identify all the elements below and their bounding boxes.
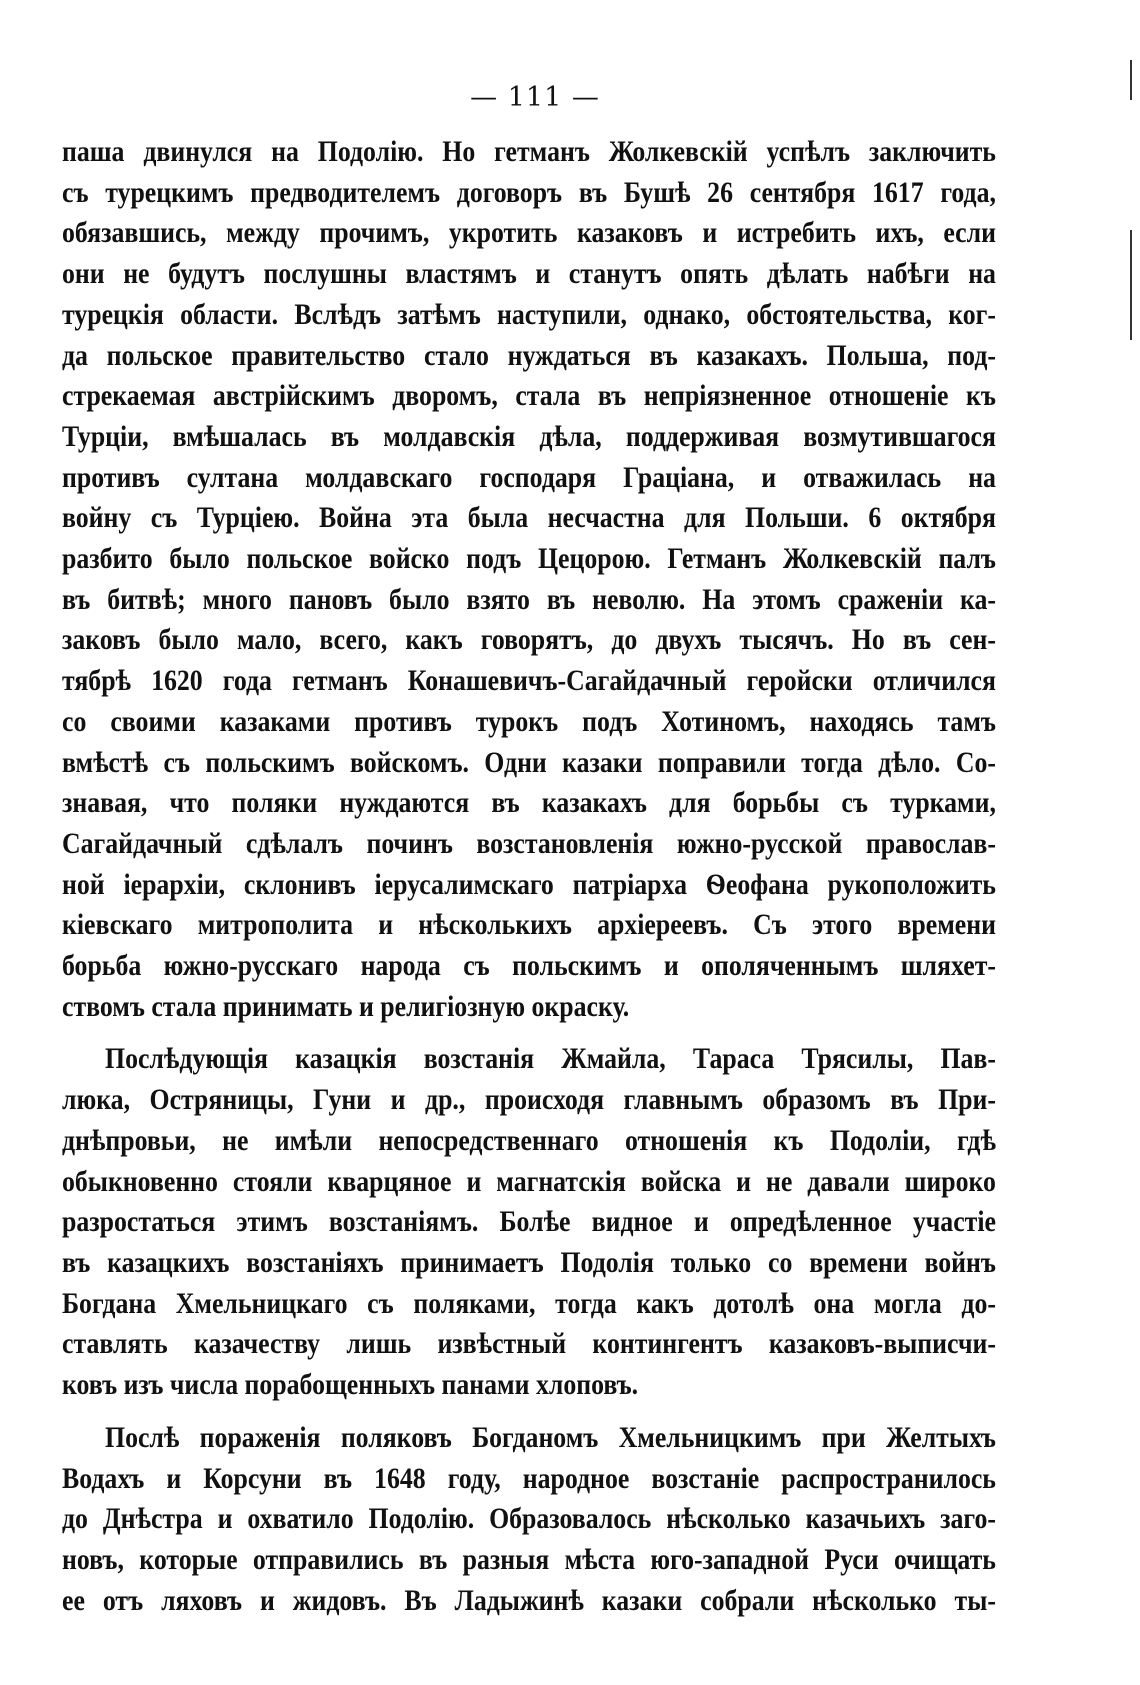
text-line: вмѣстѣ съ польскимъ войскомъ. Одни казаки поправили тогда дѣло. Со- — [62, 745, 996, 779]
text-line: съ турецкимъ предводителемъ договоръ въ Бушѣ 26 сентября 1617 года, — [62, 175, 996, 209]
text-line: ной іерархіи, склонивъ іерусалимскаго патріарха Ѳеофана рукоположить — [62, 867, 996, 901]
text-line: ее отъ ляховъ и жидовъ. Въ Ладыжинѣ казаки собрали нѣсколько ты- — [62, 1583, 996, 1617]
text-line: паша двинулся на Подолію. Но гетманъ Жолкевскій успѣлъ заключить — [62, 135, 996, 168]
text-line: днѣпровьи, не имѣли непосредственнаго отношенія къ Подоліи, гдѣ — [62, 1123, 996, 1157]
text-line: Сагайдачный сдѣлалъ починъ возстановленія южно-русской православ- — [62, 826, 996, 860]
body-text — [62, 132, 996, 1621]
paragraph — [62, 1039, 996, 1405]
text-line: Водахъ и Корсуни въ 1648 году, народное возстаніе распространилось — [62, 1461, 996, 1495]
text-line: со своими казаками противъ турокъ подъ Хотиномъ, находясь тамъ — [62, 704, 996, 738]
text-line: обязавшись, между прочимъ, укротить казаковъ и истребить ихъ, если — [62, 216, 996, 250]
text-line: обыкновенно стояли кварцяное и магнатскія войска и не давали широко — [62, 1164, 996, 1198]
paragraph — [62, 132, 996, 1027]
page-number: — 111 — — [470, 82, 600, 113]
text-line: Послѣдующія казацкія возстанія Жмайла, Тараса Трясилы, Пав- — [105, 1042, 996, 1076]
text-line: Богдана Хмельницкаго съ поляками, тогда какъ дотолѣ она могла до- — [62, 1286, 996, 1320]
text-line: новъ, которые отправились въ разныя мѣста юго-западной Руси очищать — [62, 1542, 996, 1576]
page-edge-mark — [1130, 230, 1132, 340]
text-line: они не будутъ послушны властямъ и станутъ опять дѣлать набѣги на — [62, 257, 996, 291]
text-line: борьба южно-русскаго народа съ польскимъ и ополяченнымъ шляхет- — [62, 949, 996, 983]
text-line: разбито было польское войско подъ Цецорою. Гетманъ Жолкевскій палъ — [62, 542, 996, 576]
text-line: противъ султана молдавскаго господаря Граціана, и отважилась на — [62, 460, 996, 494]
page-edge-mark — [1130, 60, 1132, 100]
text-line: войну съ Турціею. Война эта была несчастна для Польши. 6 октября — [62, 501, 996, 535]
text-line: ствомъ стала принимать и религіозную окраску. — [62, 989, 630, 1023]
text-line: турецкія области. Вслѣдъ затѣмъ наступили, однако, обстоятельства, ког- — [62, 297, 996, 331]
text-line: ставлять казачеству лишь извѣстный контингентъ казаковъ-выписчи- — [62, 1327, 996, 1361]
text-line: до Днѣстра и охватило Подолію. Образовалось нѣсколько казачьихъ заго- — [62, 1502, 996, 1536]
paragraph-gap — [62, 1027, 865, 1039]
text-line: Турціи, вмѣшалась въ молдавскія дѣла, поддерживая возмутившагося — [62, 419, 996, 453]
text-line: Послѣ пораженія поляковъ Богданомъ Хмельницкимъ при Желтыхъ — [105, 1420, 996, 1454]
text-line: знавая, что поляки нуждаются въ казакахъ для борьбы съ турками, — [62, 786, 996, 820]
paragraph-gap — [62, 1406, 865, 1418]
text-line: тябрѣ 1620 года гетманъ Конашевичъ-Сагайдачный геройски отличился — [62, 664, 996, 698]
text-line: разростаться этимъ возстаніямъ. Болѣе видное и опредѣленное участіе — [62, 1205, 996, 1239]
text-line: да польское правительство стало нуждаться въ казакахъ. Польша, под- — [62, 338, 996, 372]
text-line: кіевскаго митрополита и нѣсколькихъ архіереевъ. Съ этого времени — [62, 908, 996, 942]
text-line: ковъ изъ числа порабощенныхъ панами хлоповъ. — [62, 1368, 639, 1402]
text-line: заковъ было мало, всего, какъ говорятъ, до двухъ тысячъ. Но въ сен- — [62, 623, 996, 657]
text-line: люка, Остряницы, Гуни и др., происходя главнымъ образомъ въ При- — [62, 1083, 996, 1117]
paragraph — [62, 1418, 996, 1622]
text-line: стрекаемая австрійскимъ дворомъ, стала въ непріязненное отношеніе къ — [62, 379, 996, 413]
text-line: въ битвѣ; много пановъ было взято въ неволю. На этомъ сраженіи ка- — [62, 582, 996, 616]
text-line: въ казацкихъ возстаніяхъ принимаетъ Подолія только со времени войнъ — [62, 1245, 996, 1279]
